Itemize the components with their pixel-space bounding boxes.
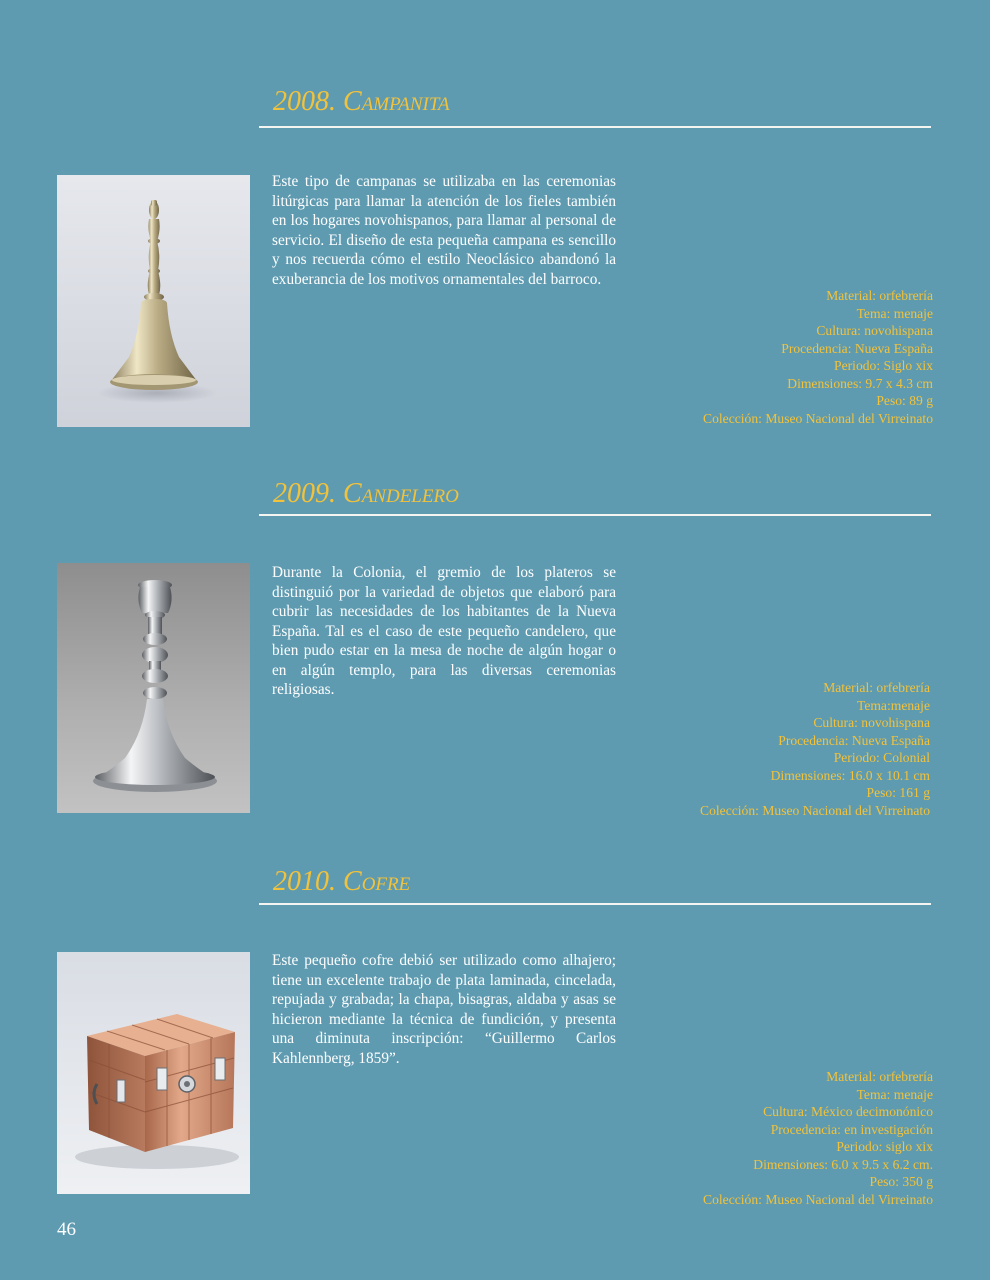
meta-cultura: Cultura: novohispana [813,715,930,730]
title-rule [259,126,931,128]
meta-periodo: Periodo: Colonial [833,750,930,765]
title-rule [259,514,931,516]
meta-cultura: Cultura: novohispana [816,323,933,338]
title-initial: C [343,478,362,509]
page-number: 46 [57,1219,76,1240]
metadata-list [570,679,930,819]
meta-coleccion: Colección: Museo Nacional del Virreinato [703,410,933,426]
meta-material: Material: orfebrería [826,1069,933,1084]
metadata-list [573,287,933,427]
meta-tema: Tema:menaje [856,697,930,713]
entry-title [273,478,459,513]
metadata-list [573,1068,933,1208]
candlestick-photo [57,563,250,813]
meta-material: Material: orfebrería [823,680,930,695]
title-initial: C [343,866,362,897]
title-rest: AMPANITA [361,94,450,115]
meta-procedencia: Procedencia: en investigación [770,1121,933,1137]
meta-tema: Tema: menaje [856,1086,933,1102]
meta-periodo: Periodo: siglo xix [836,1139,933,1154]
title-rule [259,903,931,905]
meta-coleccion: Colección: Museo Nacional del Virreinato [700,802,930,818]
title-rest: ANDELERO [361,486,459,507]
entry-number: 2010. [273,866,336,897]
entry-title [273,86,450,121]
meta-procedencia: Procedencia: Nueva España [781,340,933,356]
meta-material: Material: orfebrería [826,288,933,303]
chest-photo [57,952,250,1194]
entry-number: 2008. [273,86,336,117]
meta-coleccion: Colección: Museo Nacional del Virreinato [703,1191,933,1207]
bell-photo [57,175,250,427]
meta-peso: Peso: 89 g [876,393,933,408]
meta-peso: Peso: 161 g [866,785,930,800]
meta-dimensiones: Dimensiones: 9.7 x 4.3 cm [787,375,933,391]
entry-description: Durante la Colonia, el gremio de los plateros se distinguió por la variedad de objetos que elaboró para cubrir las necesidades de los habitantes de la Nueva España. Tal es el caso de este pequeño candelero, que bien pudo estar en la mesa de noche de algún hogar o en algún templo, para las diversas ceremonias religiosas. [272,564,616,698]
meta-dimensiones: Dimensiones: 6.0 x 9.5 x 6.2 cm. [753,1156,933,1172]
meta-dimensiones: Dimensiones: 16.0 x 10.1 cm [770,767,930,783]
meta-periodo: Periodo: Siglo xix [834,358,933,373]
entry-title [273,866,410,901]
meta-peso: Peso: 350 g [869,1174,933,1189]
title-initial: C [343,86,362,117]
entry-number: 2009. [273,478,336,509]
entry-description: Este tipo de campanas se utilizaba en las ceremonias litúrgicas para llamar la atención de los fieles también en los hogares novohispanos, para llamar al personal de servicio. El diseño de esta pequeña campana es sencillo y nos recuerda cómo el estilo Neoclásico abandonó la exuberancia de los motivos ornamentales del barroco. [272,173,616,288]
entry-description: Este pequeño cofre debió ser utilizado como alhajero; tiene un excelente trabajo de plata laminada, cincelada, repujada y grabada; la chapa, bisagras, aldaba y asas se hicieron mediante la técnica de fundición, y presenta una diminuta inscripción: “Guillermo Carlos Kahlennberg, 1859”. [272,952,616,1067]
meta-tema: Tema: menaje [856,305,933,321]
meta-procedencia: Procedencia: Nueva España [778,732,930,748]
meta-cultura: Cultura: México decimonónico [763,1104,933,1119]
title-rest: OFRE [361,874,411,895]
